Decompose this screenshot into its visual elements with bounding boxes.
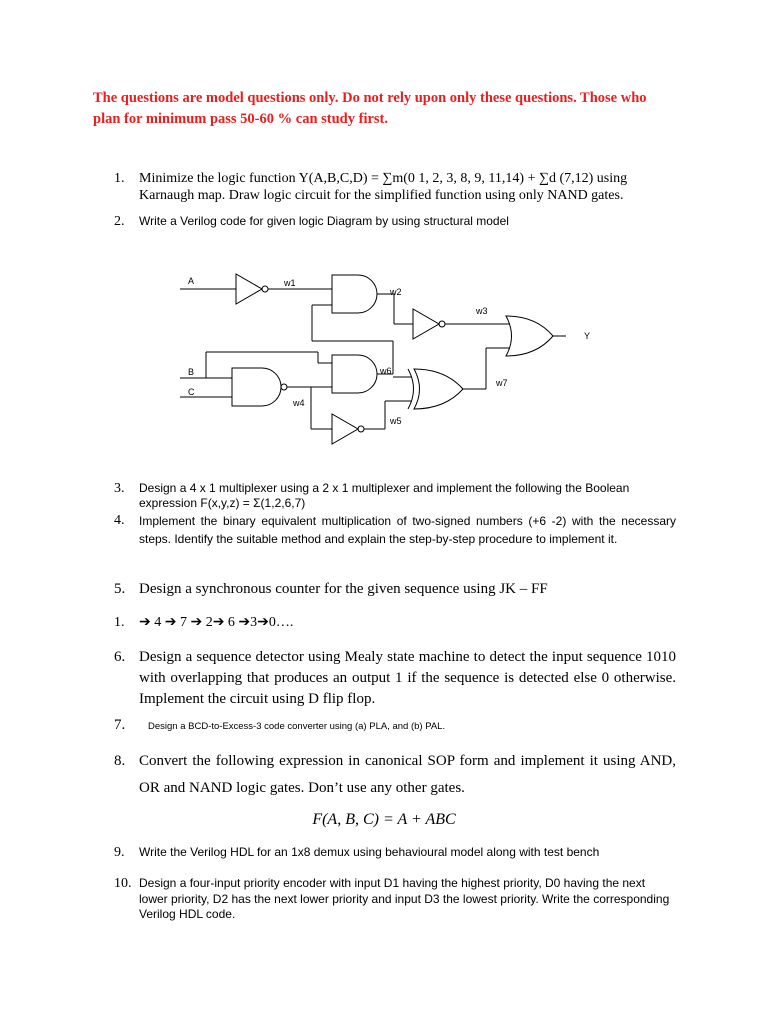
sequence-text: ➔ 4 ➔ 7 ➔ 2➔ 6 ➔3➔0…. [139, 615, 294, 630]
question-number: 2. [114, 214, 125, 229]
and-gate-3 [332, 355, 377, 393]
label-w7: w7 [496, 378, 508, 388]
question-number: 8. [114, 753, 126, 769]
question-text: Convert the following expression in canonical SOP form and implement it using AND, OR and NAND logic gates. Don’t use any other gates. [139, 753, 676, 796]
warning-note: The questions are model questions only. Do not rely upon only these questions. Those who plan for minimum pass 50-60 % can study first. [93, 90, 647, 127]
question-text: Design a four-input priority encoder with input D1 having the highest priority, D0 having the next lower priority, D2 has the next lower priority and input D3 the lowest priority. Write the corresponding Verilog HDL code. [139, 876, 670, 921]
not-gate-2 [413, 309, 439, 339]
question-text: Minimize the logic function Y(A,B,C,D) = ∑m(0 1, 2, 3, 8, 9, 11,14) + ∑d (7,12) using Karnaugh map. Draw logic circuit for the simplified function using only NAND gates. [139, 171, 628, 203]
question-text: Design a sequence detector using Mealy state machine to detect the input sequence 1010 with overlapping that produces an output 1 if the sequence is detected else 0 otherwise. Implement the circuit using D flip flop. [139, 649, 676, 707]
label-w6: w6 [380, 366, 392, 376]
question-number: 3. [114, 481, 125, 496]
xor-gate-1 [414, 369, 463, 409]
label-w5: w5 [390, 416, 402, 426]
question-number: 6. [114, 649, 126, 665]
question-number: 5. [114, 581, 126, 597]
label-y: Y [584, 331, 591, 341]
and-gate-1 [332, 275, 377, 313]
and-gate-2 [232, 368, 281, 406]
question-text: Design a 4 x 1 multiplexer using a 2 x 1 multiplexer and implement the following the Boolean expression F(x,y,z) = Σ(1,2,6,7) [139, 481, 630, 510]
question-number: 1. [114, 171, 125, 186]
question-number: 7. [114, 717, 126, 733]
label-c: C [188, 387, 195, 397]
not-gate-3 [332, 414, 358, 444]
question-text: Implement the binary equivalent multiplication of two-signed numbers (+6 -2) with the necessary steps. Identify the suitable method and explain the step-by-step procedure to implement it. [139, 514, 676, 546]
sequence-number: 1. [114, 615, 125, 630]
question-number: 4. [114, 513, 125, 528]
question-text: Design a BCD-to-Excess-3 code converter using (a) PLA, and (b) PAL. [148, 721, 446, 732]
question-number: 9. [114, 845, 125, 860]
label-w4: w4 [293, 398, 305, 408]
question-text: Write a Verilog code for given logic Diagram by using structural model [139, 214, 509, 228]
label-w3: w3 [476, 306, 488, 316]
label-w2: w2 [390, 287, 402, 297]
logic-diagram [180, 262, 600, 452]
label-b: B [188, 367, 195, 377]
label-w1: w1 [284, 278, 296, 288]
label-a: A [188, 276, 195, 286]
question-number: 10. [114, 876, 132, 891]
or-gate-1 [506, 316, 553, 356]
question-text: Design a synchronous counter for the given sequence using JK – FF [139, 581, 548, 597]
boolean-formula: F(A, B, C) = A + ABC [312, 811, 456, 828]
not-gate-1 [236, 274, 262, 304]
question-text: Write the Verilog HDL for an 1x8 demux using behavioural model along with test bench [139, 845, 600, 859]
